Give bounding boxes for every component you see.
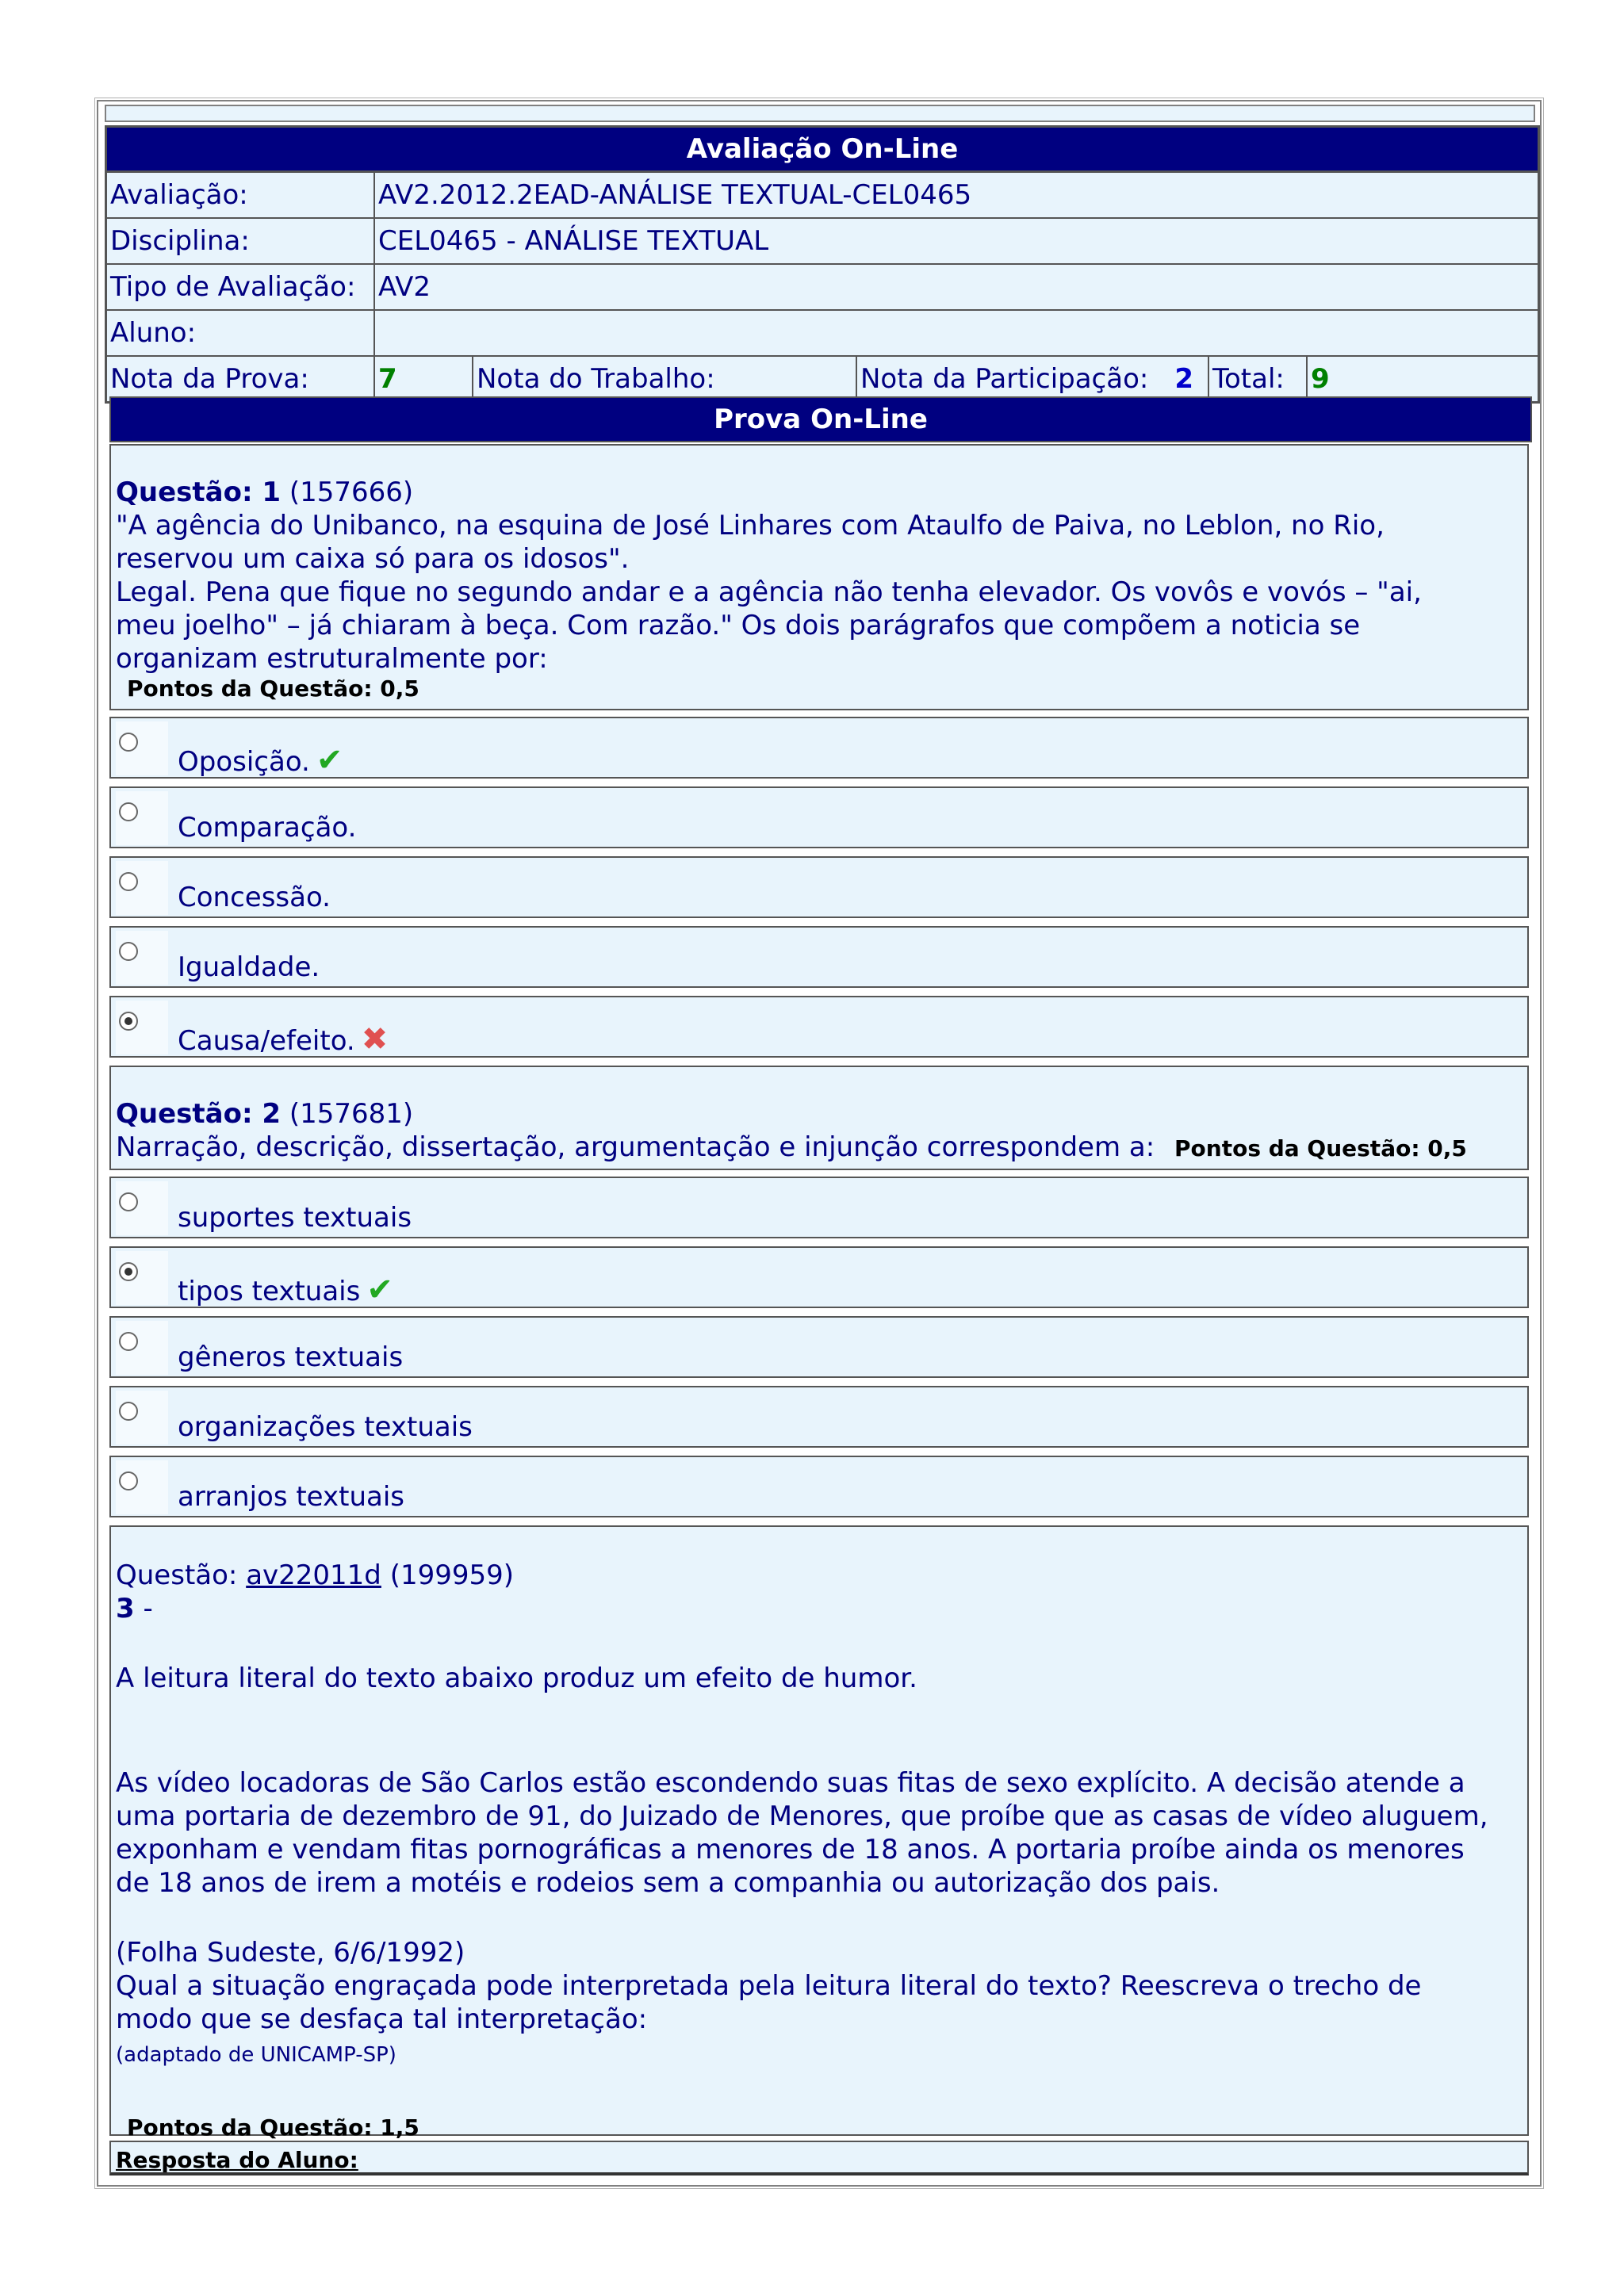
q1-text-2: reservou um caixa só para os idosos". (116, 543, 630, 575)
row-grades (107, 357, 1538, 401)
q3-intro: A leitura literal do texto abaixo produz um efeito de humor. (116, 1663, 917, 1694)
q3-number: 3 (116, 1593, 135, 1624)
exam-frame (97, 100, 1542, 2187)
tipo-label: Tipo de Avaliação: (107, 265, 375, 309)
resposta-label: Resposta do Aluno: (116, 2147, 358, 2173)
question-1 (109, 444, 1529, 710)
q3-paragraph-1: As vídeo locadoras de São Carlos estão escondendo suas fitas de sexo explícito. A decisão atende a (116, 1767, 1465, 1799)
resposta-aluno (109, 2141, 1529, 2175)
q3-paragraph-4: de 18 anos de irem a motéis e rodeios sem a companhia ou autorização dos pais. (116, 1867, 1220, 1899)
row-disciplina (107, 219, 1538, 265)
avaliacao-value: AV2.2012.2EAD-ANÁLISE TEXTUAL-CEL0465 (378, 179, 972, 211)
nota-trabalho-label: Nota do Trabalho: (473, 357, 857, 401)
q1-option-5-label: Causa/efeito. (178, 1025, 355, 1057)
radio-button[interactable] (119, 942, 138, 961)
nota-prova-label: Nota da Prova: (107, 357, 375, 401)
q3-paragraph-2: uma portaria de dezembro de 91, do Juizado de Menores, que proíbe que as casas de vídeo aluguem, (116, 1800, 1488, 1832)
q1-text-5: organizam estruturalmente por: (116, 643, 548, 675)
q3-adapted: (adaptado de UNICAMP-SP) (116, 2043, 396, 2067)
check-icon: ✔ (316, 742, 343, 779)
q3-pontos: Pontos da Questão: 1,5 (127, 2114, 419, 2141)
q2-option-1[interactable] (109, 1177, 1529, 1238)
q3-source: (Folha Sudeste, 6/6/1992) (116, 1937, 465, 1969)
check-icon: ✔ (366, 1272, 393, 1308)
radio-button-selected[interactable] (119, 1012, 138, 1031)
radio-button[interactable] (119, 733, 138, 752)
disciplina-label: Disciplina: (107, 219, 375, 263)
q1-option-1[interactable] (109, 717, 1529, 779)
aluno-value (375, 311, 1538, 355)
q1-option-1-label: Oposição. (178, 746, 310, 778)
q1-id: (157666) (289, 476, 414, 508)
wrong-icon: ✖ (361, 1021, 389, 1058)
nota-participacao-cell (857, 357, 1209, 401)
q1-option-4-label: Igualdade. (178, 951, 320, 983)
q2-text: Narração, descrição, dissertação, argumentação e injunção correspondem a: (116, 1131, 1155, 1163)
top-spacer (105, 105, 1535, 122)
q1-option-2[interactable] (109, 786, 1529, 848)
q2-option-3[interactable] (109, 1316, 1529, 1378)
q3-link[interactable]: av22011d (246, 1559, 381, 1591)
radio-button[interactable] (119, 1471, 138, 1490)
avaliacao-label: Avaliação: (107, 173, 375, 217)
q2-pontos: Pontos da Questão: 0,5 (1174, 1135, 1467, 1161)
q2-option-3-label: gêneros textuais (178, 1341, 404, 1373)
row-tipo (107, 265, 1538, 311)
q2-option-2-label: tipos textuais (178, 1276, 361, 1307)
q2-option-4-label: organizações textuais (178, 1411, 473, 1443)
nota-participacao-value: 2 (1174, 363, 1193, 395)
radio-button[interactable] (119, 872, 138, 891)
q2-id: (157681) (289, 1098, 414, 1130)
q1-label: Questão: 1 (116, 476, 282, 508)
prova-title: Prova On-Line (109, 396, 1532, 442)
q2-label: Questão: 2 (116, 1098, 282, 1130)
question-2 (109, 1066, 1529, 1170)
total-value: 9 (1311, 363, 1330, 395)
nota-prova-value: 7 (375, 357, 473, 401)
q1-option-3-label: Concessão. (178, 882, 331, 913)
disciplina-value: CEL0465 - ANÁLISE TEXTUAL (378, 225, 769, 257)
q1-option-4[interactable] (109, 926, 1529, 988)
radio-button[interactable] (119, 1332, 138, 1351)
q1-option-5[interactable] (109, 996, 1529, 1058)
row-avaliacao (107, 173, 1538, 219)
radio-button[interactable] (119, 1192, 138, 1211)
q3-prefix: Questão: (116, 1559, 238, 1591)
q3-ask-1: Qual a situação engraçada pode interpretada pela leitura literal do texto? Reescreva o trecho de (116, 1970, 1422, 2002)
q2-option-5-label: arranjos textuais (178, 1481, 404, 1513)
q1-option-2-label: Comparação. (178, 812, 357, 844)
q1-option-3[interactable] (109, 856, 1529, 918)
aluno-label: Aluno: (107, 311, 375, 355)
radio-button[interactable] (119, 1402, 138, 1421)
q3-paragraph-3: exponham e vendam fitas pornográficas a menores de 18 anos. A portaria proíbe ainda os menores (116, 1834, 1465, 1866)
evaluation-header (105, 125, 1540, 404)
q1-text-3: Legal. Pena que fique no segundo andar e a agência não tenha elevador. Os vovôs e vovós – "ai, (116, 576, 1422, 608)
q1-text-1: "A agência do Unibanco, na esquina de José Linhares com Ataulfo de Paiva, no Leblon, no Rio, (116, 510, 1385, 541)
q2-option-2[interactable] (109, 1246, 1529, 1308)
row-aluno (107, 311, 1538, 357)
q3-id: (199959) (389, 1559, 515, 1591)
header-title: Avaliação On-Line (107, 128, 1538, 173)
q2-option-4[interactable] (109, 1386, 1529, 1448)
q1-text-4: meu joelho" – já chiaram à beça. Com razão." Os dois parágrafos que compõem a noticia se (116, 610, 1361, 641)
total-label: Total: (1209, 357, 1308, 401)
radio-button-selected[interactable] (119, 1262, 138, 1281)
q1-pontos: Pontos da Questão: 0,5 (127, 675, 419, 702)
radio-button[interactable] (119, 802, 138, 821)
q2-option-1-label: suportes textuais (178, 1202, 412, 1234)
nota-participacao-label: Nota da Participação: (860, 363, 1149, 395)
q2-option-5[interactable] (109, 1456, 1529, 1517)
q3-dash: - (143, 1593, 153, 1624)
question-3 (109, 1525, 1529, 2141)
tipo-value: AV2 (378, 271, 431, 303)
q3-ask-2: modo que se desfaça tal interpretação: (116, 2003, 648, 2035)
